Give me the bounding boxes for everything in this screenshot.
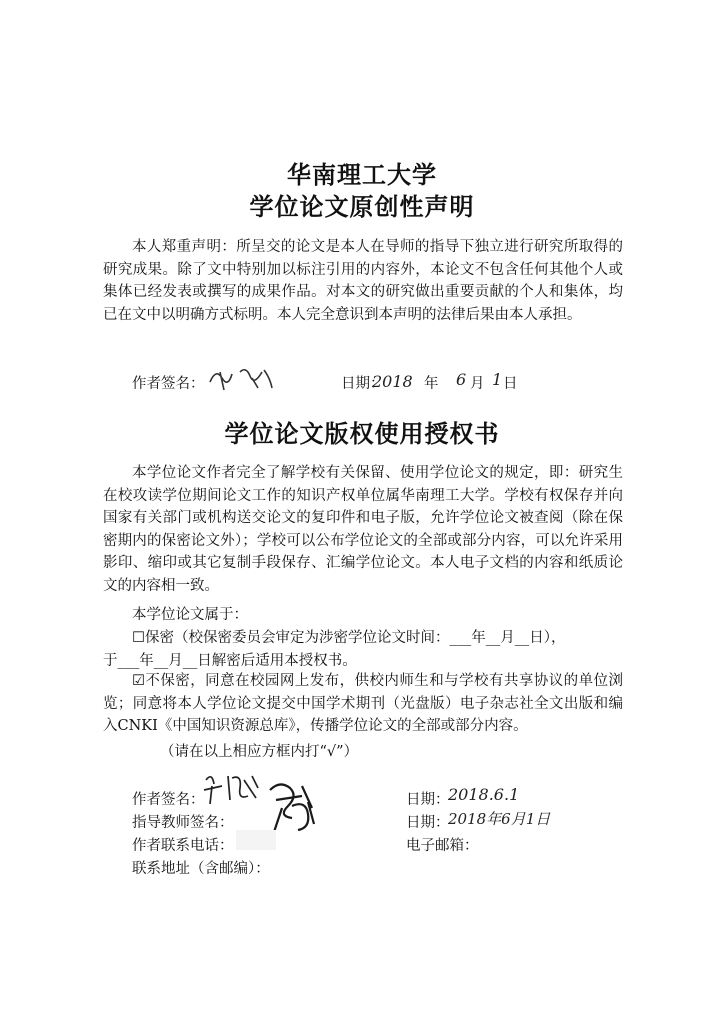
university-title: 华南理工大学 bbox=[287, 160, 437, 189]
author-signature-2 bbox=[200, 770, 264, 806]
author-sign-label: 作者签名： bbox=[132, 792, 205, 808]
author-signature-1 bbox=[206, 364, 276, 392]
declaration-date-label: 日期： bbox=[341, 376, 385, 392]
option-secret-continued: 于___年__月__日解密后适用本授权书。 bbox=[103, 653, 357, 669]
date2-label: 日期： bbox=[406, 815, 450, 831]
phone-value-area bbox=[236, 830, 276, 850]
authorization-title: 学位论文版权使用授权书 bbox=[224, 419, 500, 448]
date2-value: 2018年6月1日 bbox=[448, 810, 551, 828]
date1-value: 2018.6.1 bbox=[448, 785, 520, 804]
option-secret: ☐保密（校保密委员会审定为涉密学位论文时间：___年__月__日）， bbox=[132, 630, 566, 646]
declaration-day: 1 bbox=[492, 370, 503, 389]
phone-label: 作者联系电话： bbox=[132, 838, 234, 854]
declaration-year: 2018 bbox=[372, 372, 413, 391]
checkbox-note: （请在以上相应方框内打“√”） bbox=[160, 744, 359, 760]
supervisor-signature bbox=[262, 778, 318, 838]
declaration-body: 本人郑重声明：所呈交的论文是本人在导师的指导下独立进行研究所取得的研究成果。除了文中特别加以标注引用的内容外，本论文不包含任何其他个人或集体已经发表或撰写的成果作品。对本文的研究做出重要贡献的个人和集体，均已在文中以明确方式标明。本人完全意识到本声明的法律后果由本人承担。 bbox=[103, 239, 623, 323]
declaration-title: 学位论文原创性声明 bbox=[249, 192, 475, 221]
option-public: ☑不保密，同意在校园网上发布，供校内师生和与学校有共享协议的单位浏览；同意将本人学位论文提交中国学术期刊（光盘版）电子杂志社全文出版和编入CNKI《中国知识资源总库》，传播学位论文的全部或部分内容。 bbox=[103, 673, 623, 735]
supervisor-sign-label: 指导教师签名： bbox=[132, 815, 234, 831]
authorization-body: 本学位论文作者完全了解学校有关保留、使用学位论文的规定，即：研究生在校攻读学位期间论文工作的知识产权单位属华南理工大学。学校有权保存并向国家有关部门或机构送交论文的复印件和电子版，允许学位论文被查阅（除在保密期内的保密论文外）；学校可以公布学位论文的全部或部分内容，可以允许采用影印、缩印或其它复制手段保存、汇编学位论文。本人电子文档的内容和纸质论文的内容相一致。 bbox=[103, 465, 623, 594]
date1-label: 日期： bbox=[406, 792, 450, 808]
declaration-month: 6 bbox=[456, 370, 467, 389]
declaration-month-unit: 月 bbox=[470, 376, 485, 392]
declaration-year-unit: 年 bbox=[424, 376, 439, 392]
email-label: 电子邮箱： bbox=[406, 838, 479, 854]
belongs-label: 本学位论文属于： bbox=[132, 607, 248, 623]
declaration-day-unit: 日 bbox=[503, 376, 518, 392]
declaration-author-label: 作者签名： bbox=[132, 376, 205, 392]
address-label: 联系地址（含邮编）： bbox=[132, 861, 270, 877]
